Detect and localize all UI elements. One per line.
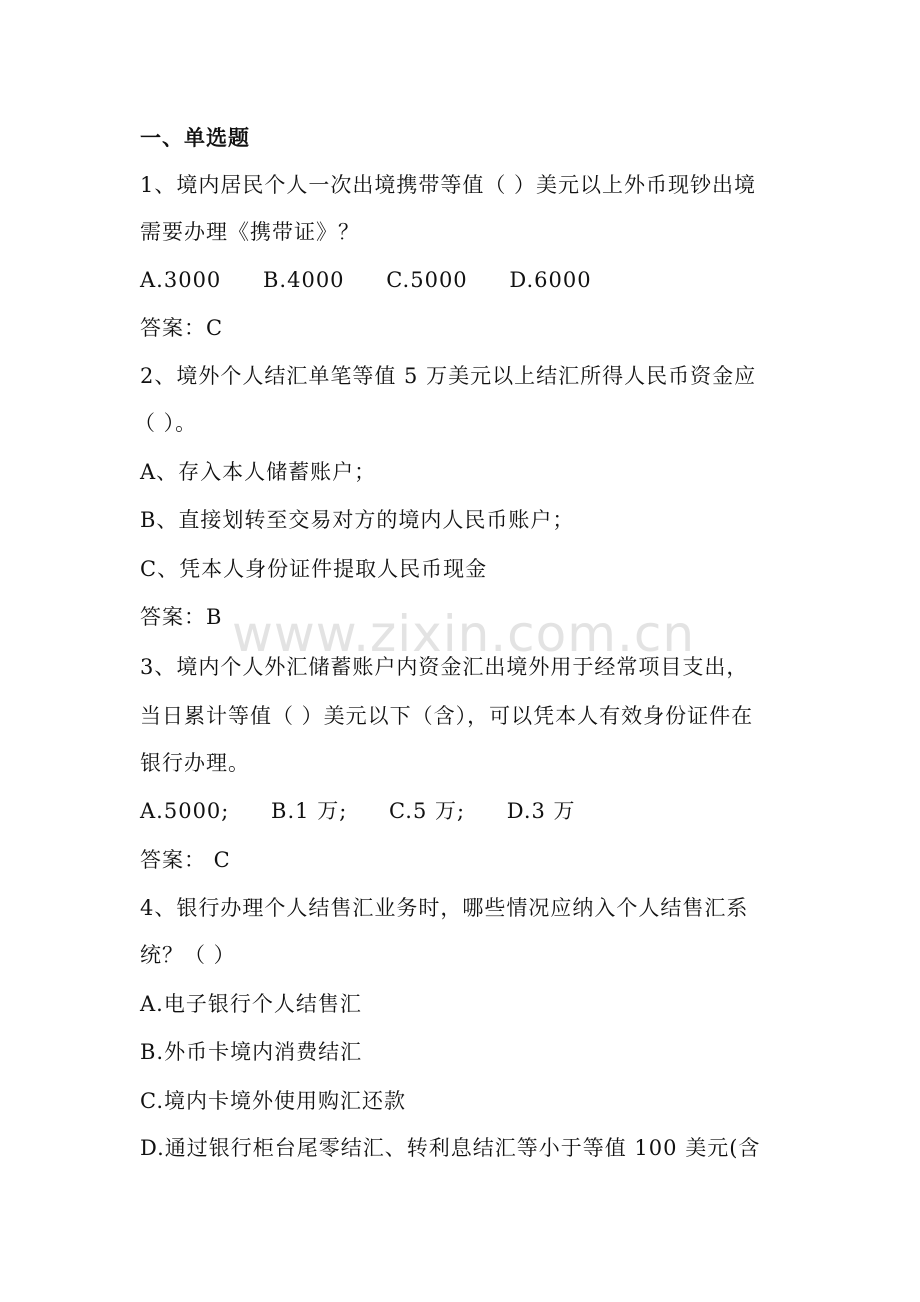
q2-option-a: A、存入本人储蓄账户； (140, 460, 377, 484)
q3-option-b: B.1 万; (271, 799, 348, 823)
question-1-answer: 答案：C (140, 316, 224, 340)
q4-option-d: D.通过银行柜台尾零结汇、转利息结汇等小于等值 100 美元(含 (140, 1136, 761, 1160)
question-3-answer: 答案： C (140, 848, 231, 872)
section-title: 一、单选题 (140, 125, 250, 150)
question-3-line-3: 银行办理。 (140, 751, 250, 775)
question-1-line-1: 1、境内居民个人一次出境携带等值（ ）美元以上外币现钞出境 (140, 173, 757, 197)
q4-option-a: A.电子银行个人结售汇 (140, 992, 362, 1016)
q2-option-b: B、直接划转至交易对方的境内人民币账户； (140, 508, 575, 532)
q4-option-b: B.外币卡境内消费结汇 (140, 1040, 363, 1064)
q1-option-a: A.3000 (140, 268, 222, 292)
q1-option-c: C.5000 (386, 268, 468, 292)
question-3-options (140, 796, 790, 826)
question-2-line-1: 2、境外个人结汇单笔等值 5 万美元以上结汇所得人民币资金应 (140, 364, 757, 388)
question-4-line-1: 4、银行办理个人结售汇业务时，哪些情况应纳入个人结售汇系 (140, 896, 749, 920)
watermark: www.zixin.com.cn (232, 605, 696, 663)
question-4-line-2: 统？（ ） (140, 943, 236, 967)
q1-option-b: B.4000 (262, 268, 345, 292)
question-2-line-2: （ ）。 (134, 411, 198, 435)
q3-option-a: A.5000; (140, 799, 230, 823)
q3-option-c: C.5 万; (388, 799, 466, 823)
question-1-options (140, 265, 790, 295)
q2-option-c: C、凭本人身份证件提取人民币现金 (140, 557, 488, 581)
question-3-line-1: 3、境内个人外汇储蓄账户内资金汇出境外用于经常项目支出， (140, 655, 749, 679)
question-3-line-2: 当日累计等值（ ）美元以下（含），可以凭本人有效身份证件在 (140, 704, 754, 728)
question-1-line-2: 需要办理《携带证》？ (140, 220, 360, 244)
q3-option-d: D.3 万 (506, 799, 576, 823)
q1-option-d: D.6000 (509, 268, 592, 292)
question-2-answer: 答案：B (140, 605, 223, 629)
q4-option-c: C.境内卡境外使用购汇还款 (140, 1089, 406, 1113)
